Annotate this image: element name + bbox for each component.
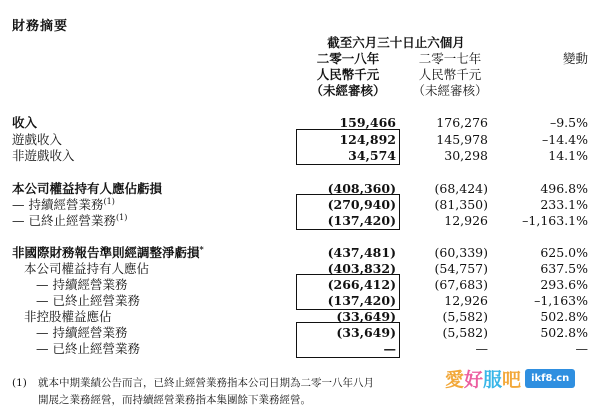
- value-change: 233.1%: [540, 197, 588, 212]
- row-label: [12, 244, 204, 261]
- box-noncontrolling-2018: [296, 322, 400, 358]
- value-change: 293.6%: [540, 277, 588, 292]
- value-2018: 124,892: [339, 132, 396, 147]
- logo-char: 好: [464, 368, 484, 391]
- section-title: 財務摘要: [12, 19, 69, 34]
- row-label: [12, 212, 127, 229]
- row-label: — 已終止經營業務: [36, 341, 140, 356]
- value-2017: 30,298: [444, 148, 488, 163]
- box-loss-2018: [296, 194, 400, 230]
- row-label-text: — 已終止經營業務: [12, 213, 116, 228]
- footnote-number: (1): [12, 377, 27, 389]
- value-2017: 176,276: [436, 115, 488, 130]
- value-2017: (60,339): [434, 245, 488, 260]
- value-2018: (137,420): [327, 293, 396, 308]
- previous-unit: 人民幣千元: [418, 67, 482, 82]
- value-change: –9.5%: [549, 115, 588, 130]
- value-2018: 159,466: [339, 115, 396, 130]
- row-label: — 已終止經營業務: [36, 293, 140, 308]
- footnote-ref: (1): [115, 212, 128, 222]
- value-2017: (68,424): [434, 181, 488, 196]
- value-2018: 34,574: [348, 148, 396, 163]
- value-change: –1,163.1%: [522, 213, 588, 228]
- value-2018: (270,940): [327, 197, 396, 212]
- value-change: 14.1%: [548, 148, 588, 163]
- previous-year: 二零一七年: [418, 51, 482, 66]
- value-2017: 12,926: [444, 213, 488, 228]
- row-label: — 持續經營業務: [36, 325, 128, 340]
- value-change: –14.4%: [542, 132, 588, 147]
- value-change: 502.8%: [540, 325, 588, 340]
- row-label-text: 非國際財務報告準則經調整淨虧損: [12, 245, 200, 260]
- previous-audit: （未經審核）: [412, 83, 488, 98]
- value-change: 625.0%: [540, 245, 588, 260]
- footnote-ref: (1): [103, 196, 115, 206]
- logo-char: 愛: [445, 368, 465, 391]
- value-2018: (403,832): [327, 261, 396, 276]
- value-2017: —: [475, 341, 488, 356]
- current-audit: （未經審核）: [310, 83, 386, 98]
- row-label: — 持續經營業務: [36, 277, 128, 292]
- value-change: 502.8%: [540, 309, 588, 324]
- value-change: 637.5%: [540, 261, 588, 276]
- value-change: 496.8%: [540, 181, 588, 196]
- value-2017: (54,757): [434, 261, 488, 276]
- period-label: 截至六月三十日止六個月: [327, 35, 465, 50]
- value-2018: (437,481): [327, 245, 396, 260]
- watermark-url: ikf8.cn: [525, 369, 575, 388]
- logo-char: 服: [483, 368, 503, 391]
- row-label: 收入: [12, 115, 38, 130]
- value-2018: (33,649): [336, 325, 396, 340]
- value-2017: 12,926: [444, 293, 488, 308]
- value-2018: (266,412): [327, 277, 396, 292]
- logo-char: 吧: [502, 368, 522, 391]
- value-2017: 145,978: [436, 132, 488, 147]
- row-label-text: — 持續經營業務: [12, 197, 104, 212]
- row-label: 非遊戲收入: [12, 148, 75, 163]
- current-year: 二零一八年: [316, 51, 380, 66]
- footnote-star: *: [199, 243, 204, 254]
- row-label: 非控股權益應佔: [24, 309, 112, 324]
- table-row: [0, 244, 600, 261]
- box-attributable-2018: [296, 274, 400, 310]
- value-2018: (137,420): [327, 213, 396, 228]
- value-2017: (5,582): [442, 309, 488, 324]
- current-unit: 人民幣千元: [316, 67, 380, 82]
- row-label: 本公司權益持有人應佔虧損: [12, 181, 163, 196]
- value-2018: (33,649): [336, 309, 396, 324]
- footnote-line-2: 開展之業務經營，而持續經營業務指本集團餘下業務經營。: [38, 394, 311, 406]
- footnote-line-1: 就本中期業績公告而言，已終止經營業務指本公司日期為二零一八年八月: [38, 377, 374, 389]
- row-label: [12, 196, 115, 213]
- value-2017: (81,350): [434, 197, 488, 212]
- value-2017: (5,582): [442, 325, 488, 340]
- value-2017: (67,683): [434, 277, 488, 292]
- row-label: 遊戲收入: [12, 132, 63, 147]
- row-label: 本公司權益持有人應佔: [24, 261, 150, 276]
- value-change: –1,163%: [534, 293, 588, 308]
- value-2018: (408,360): [327, 181, 396, 196]
- box-revenue-2018: [296, 129, 400, 165]
- change-label: 變動: [562, 51, 588, 66]
- value-change: —: [575, 341, 588, 356]
- watermark-logo: [445, 365, 521, 392]
- watermark: [445, 363, 575, 393]
- value-2018: —: [383, 341, 396, 356]
